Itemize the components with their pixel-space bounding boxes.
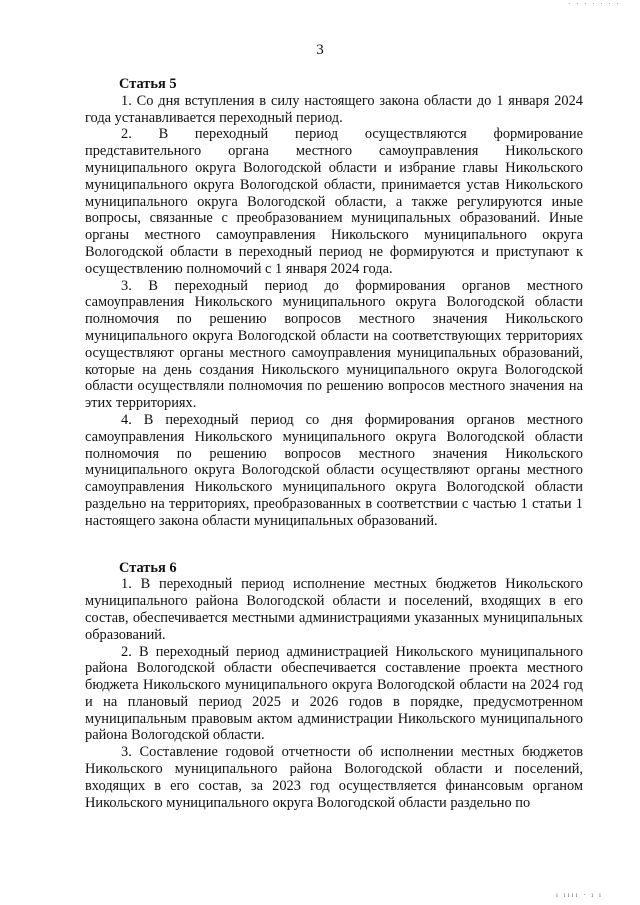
article-6-heading: Статья 6 (119, 559, 177, 576)
section-gap (85, 530, 583, 560)
article-6-paragraph-3: 3. Составление годовой отчетности об исполнении местных бюджетов Никольского муниципального района Вологодской области и поселений, входящих в его состав, за 2023 год осуществляется финансовым органом Никольского муниципального округа Вологодской области раздельно по (85, 744, 583, 811)
article-5-paragraph-3: 3. В переходный период до формирования органов местного самоуправления Никольского муниципального округа Вологодской области полномочия по решению вопросов местного значения Никольского муниципального округа Вологодской области на соответствующих территориях осуществляют органы местного самоуправления муниципальных образований, которые на день создания Никольского муниципального округа Вологодской области осуществляли полномочия по решению вопросов местного значения на этих территориях. (85, 277, 583, 412)
page-number: 3 (316, 42, 324, 58)
document-body (85, 76, 583, 811)
scan-mark-top-right: · · · · · · · (568, 0, 621, 6)
scan-mark-bottom-right: ı ıııı · ı ı (556, 891, 603, 899)
article-5-paragraph-1: 1. Со дня вступления в силу настоящего закона области до 1 января 2024 года устанавливается переходный период. (85, 92, 583, 126)
article-5-paragraph-2: 2. В переходный период осуществляются формирование представительного органа местного самоуправления Никольского муниципального округа Вологодской области и избрание главы Никольского муниципального округа Вологодской области, принимается устав Никольского муниципального округа Вологодской области, а также регулируются иные вопросы, связанные с преобразованием муниципальных образований. Иные органы местного самоуправления Никольского муниципального округа Вологодской области в переходный период не формируются и приступают к осуществлению полномочий с 1 января 2024 года. (85, 126, 583, 277)
article-5-paragraph-4: 4. В переходный период со дня формирования органов местного самоуправления Никольского муниципального округа Вологодской области полномочия по решению вопросов местного значения Никольского муниципального округа Вологодской области осуществляют органы местного самоуправления Никольского муниципального округа Вологодской области раздельно на территориях, преобразованных в соответствии с частью 1 статьи 1 настоящего закона области муниципальных образований. (85, 411, 583, 529)
article-6-paragraph-1: 1. В переходный период исполнение местных бюджетов Никольского муниципального района Вологодской области и поселений, входящих в его состав, обеспечивается местными администрациями указанных муниципальных образований. (85, 576, 583, 643)
article-5-heading: Статья 5 (119, 76, 177, 92)
article-6-paragraph-2: 2. В переходный период администрацией Никольского муниципального района Вологодской области обеспечивается составление проекта местного бюджета Никольского муниципального округа Вологодской области на 2024 год и на плановый период 2025 и 2026 годов в порядке, предусмотренном муниципальным правовым актом администрации Никольского муниципального района Вологодской области. (85, 643, 583, 744)
